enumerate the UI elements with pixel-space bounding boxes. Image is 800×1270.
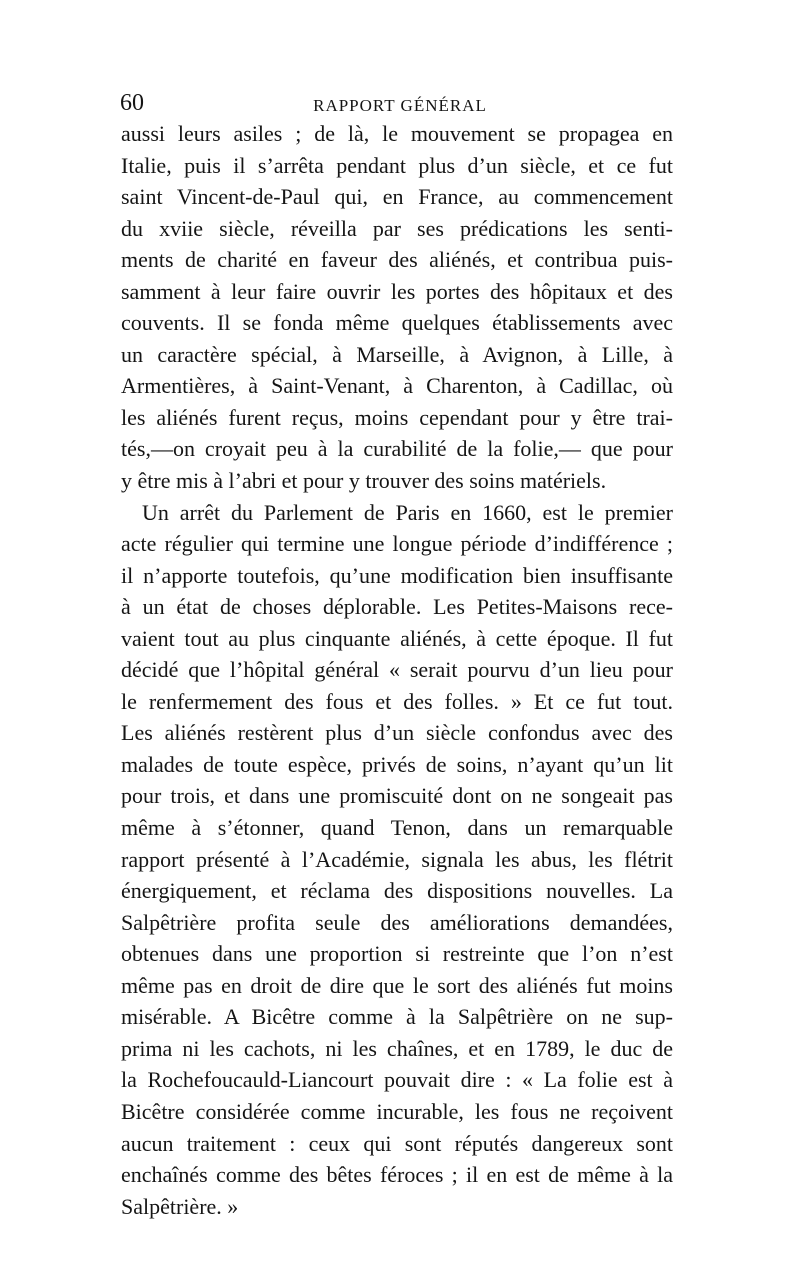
text-line: Italie, puis il s’arrêta pendant plus d’un siècle, et ce fut [121, 152, 673, 178]
text-line: samment à leur faire ouvrir les portes des hôpitaux et des [121, 278, 673, 304]
text-line: ments de charité en faveur des aliénés, et contribua puis- [121, 247, 673, 273]
text-line: obtenues dans une proportion si restreinte que l’on n’est [121, 941, 673, 967]
text-line: Salpêtrière profita seule des améliorations demandées, [121, 909, 673, 935]
text-line: Les aliénés restèrent plus d’un siècle confondus avec des [121, 720, 673, 746]
text-line: les aliénés furent reçus, moins cependant pour y être trai- [121, 404, 673, 430]
text-line: enchaînés comme des bêtes féroces ; il en est de même à la [121, 1162, 673, 1188]
text-line: Un arrêt du Parlement de Paris en 1660, est le premier [142, 499, 673, 525]
text-line: pour trois, et dans une promiscuité dont on ne songeait pas [121, 783, 673, 809]
text-line: un caractère spécial, à Marseille, à Avignon, à Lille, à [121, 341, 673, 367]
text-line: saint Vincent-de-Paul qui, en France, au commencement [121, 184, 673, 210]
text-line: aucun traitement : ceux qui sont réputés dangereux sont [121, 1130, 673, 1156]
body-text [121, 118, 673, 1222]
text-line: vaient tout au plus cinquante aliénés, à cette époque. Il fut [121, 625, 673, 651]
text-line: tés,—on croyait peu à la curabilité de la folie,— que pour [121, 436, 673, 462]
text-line: même à s’étonner, quand Tenon, dans un remarquable [121, 815, 673, 841]
text-line: acte régulier qui termine une longue période d’indifférence ; [121, 531, 673, 557]
text-line: Armentières, à Saint-Venant, à Charenton, à Cadillac, où [121, 373, 673, 399]
text-line: aussi leurs asiles ; de là, le mouvement se propagea en [121, 121, 673, 146]
text-line: à un état de choses déplorable. Les Petites-Maisons rece- [121, 594, 673, 620]
text-line: énergiquement, et réclama des dispositions nouvelles. La [121, 878, 673, 904]
text-line: rapport présenté à l’Académie, signala les abus, les flétrit [121, 846, 673, 872]
text-line: misérable. A Bicêtre comme à la Salpêtrière on ne sup- [121, 1004, 673, 1030]
text-line: Bicêtre considérée comme incurable, les fous ne reçoivent [121, 1098, 673, 1124]
text-line: la Rochefoucauld-Liancourt pouvait dire : « La folie est à [121, 1067, 673, 1093]
text-line: décidé que l’hôpital général « serait pourvu d’un lieu pour [121, 657, 673, 683]
text-line: le renfermement des fous et des folles. » Et ce fut tout. [121, 688, 673, 714]
text-line: malades de toute espèce, privés de soins, n’ayant qu’un lit [121, 751, 673, 777]
paragraph [121, 118, 673, 497]
text-line: du xviie siècle, réveilla par ses prédications les senti- [121, 215, 673, 241]
page-number: 60 [120, 90, 144, 116]
text-line: couvents. Il se fonda même quelques établissements avec [121, 310, 673, 336]
text-line: prima ni les cachots, ni les chaînes, et en 1789, le duc de [121, 1035, 673, 1061]
text-line: il n’apporte toutefois, qu’une modification bien insuffisante [121, 562, 673, 588]
text-line: y être mis à l’abri et pour y trouver des soins matériels. [121, 468, 607, 494]
running-title: RAPPORT GÉNÉRAL [313, 96, 487, 115]
text-line: Salpêtrière. » [121, 1193, 239, 1219]
paragraph [121, 497, 673, 1223]
text-line: même pas en droit de dire que le sort des aliénés fut moins [121, 972, 673, 998]
